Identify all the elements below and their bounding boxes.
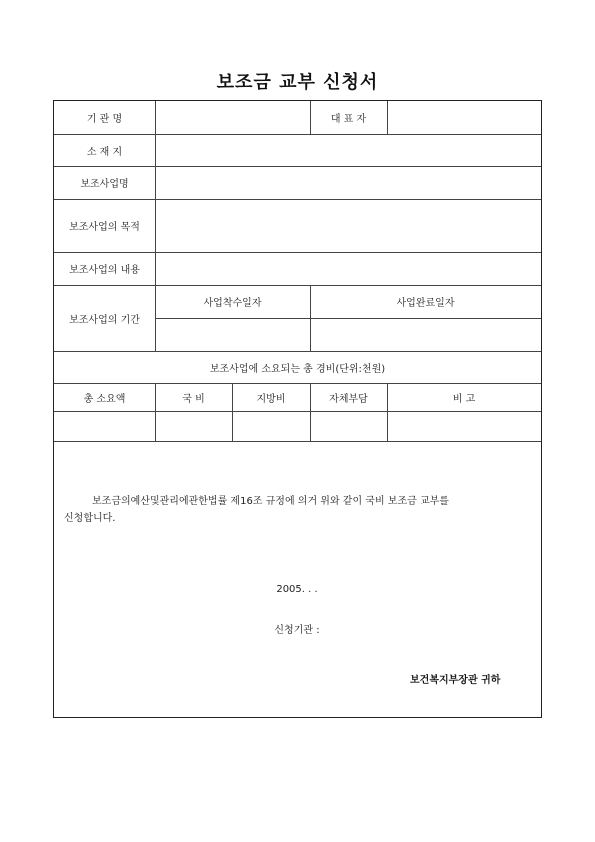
local-funding-label: 지방비 [256, 393, 286, 405]
expense-header: 보조사업에 소요되는 총 경비(단위:천원) [209, 363, 386, 375]
address-field[interactable] [156, 135, 538, 165]
self-funding-label: 자체부담 [329, 393, 368, 405]
statement-line-2: 신청합니다. [64, 513, 116, 524]
applicant-label: 신청기관 : [274, 625, 320, 636]
document-title: 보조금 교부 신청서 [216, 72, 379, 93]
application-form [53, 100, 542, 718]
agency-name-field[interactable] [156, 102, 309, 133]
project-content-field[interactable] [156, 253, 538, 284]
project-purpose-label: 보조사업의 목적 [69, 222, 140, 233]
national-funding-label: 국 비 [182, 393, 205, 405]
project-name-field[interactable] [156, 167, 538, 198]
project-content-label: 보조사업의 내용 [69, 265, 140, 276]
end-date-field[interactable] [311, 319, 538, 350]
local-funding-field[interactable] [233, 412, 309, 440]
addressee: 보건복지부장관 귀하 [410, 675, 501, 686]
statement-line-1: 보조금의예산및관리에관한법률 제16조 규정에 의거 위와 같이 국비 보조금 교부를 [92, 496, 449, 507]
total-required-label: 총 소요액 [83, 393, 126, 405]
agency-name-label: 기 관 명 [86, 114, 123, 125]
remarks-field[interactable] [388, 412, 538, 440]
application-statement [64, 493, 526, 527]
address-label: 소 재 지 [86, 146, 123, 158]
start-date-label: 사업착수일자 [203, 298, 262, 309]
row-divider [54, 441, 541, 442]
national-funding-field[interactable] [156, 412, 231, 440]
project-period-label: 보조사업의 기간 [69, 314, 140, 326]
project-name-label: 보조사업명 [80, 179, 129, 190]
remarks-label: 비 고 [452, 393, 476, 405]
end-date-label: 사업완료일자 [396, 298, 455, 309]
representative-field[interactable] [388, 102, 538, 133]
representative-label: 대 표 자 [330, 114, 367, 125]
application-date: 2005. . . [276, 584, 318, 595]
project-purpose-field[interactable] [156, 200, 538, 251]
total-required-field[interactable] [55, 412, 154, 440]
start-date-field[interactable] [156, 319, 309, 350]
self-funding-field[interactable] [311, 412, 386, 440]
